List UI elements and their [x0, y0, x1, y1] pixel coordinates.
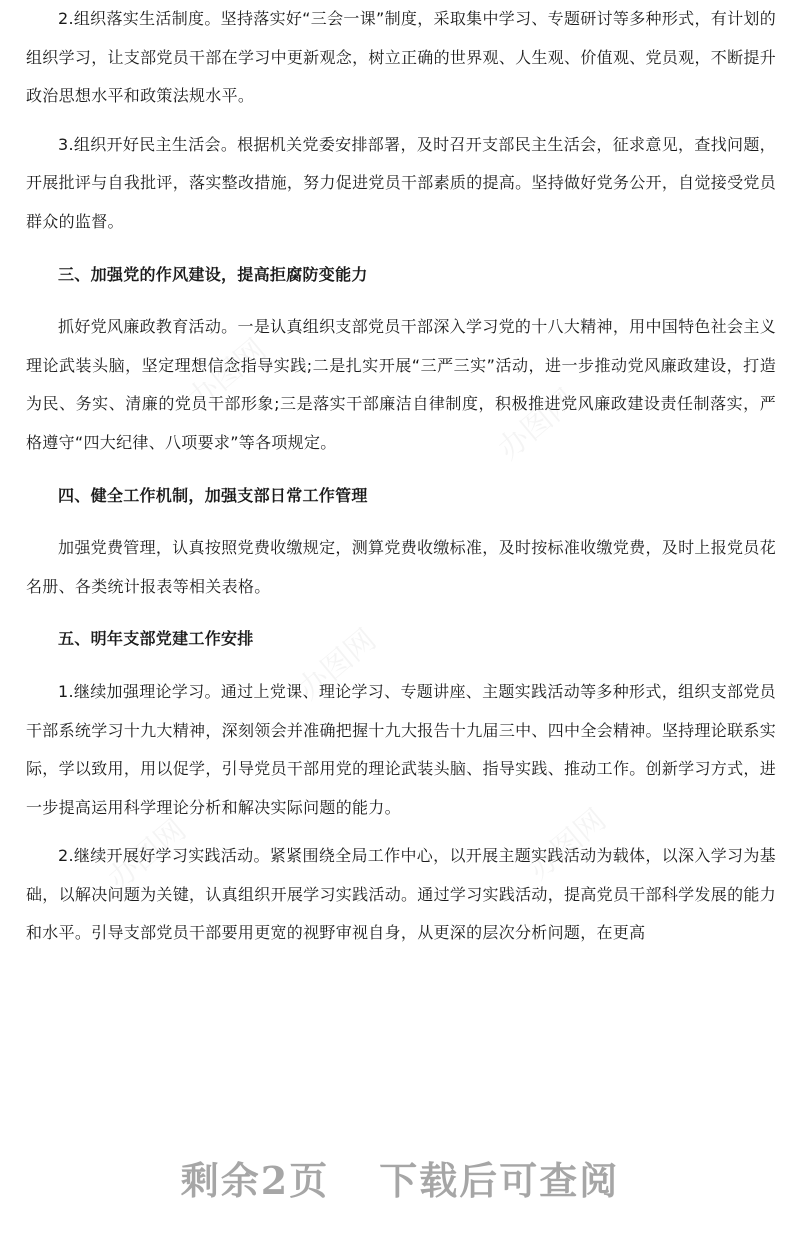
- section-heading-3: 三、加强党的作风建设，提高拒腐防变能力: [58, 264, 368, 284]
- paragraph-1: 2.组织落实生活制度。坚持落实好“三会一课”制度，采取集中学习、专题研讨等多种形式，有计划的组织学习，让支部党员干部在学习中更新观念，树立正确的世界观、人生观、价值观、党员观，不断提升政治思想水平和政策法规水平。: [26, 9, 776, 106]
- download-prompt: [0, 1150, 800, 1205]
- section-heading-5: 五、明年支部党建工作安排: [58, 629, 254, 649]
- document-body: [26, 0, 776, 953]
- paragraph-2: 3.组织开好民主生活会。根据机关党委安排部署，及时召开支部民主生活会，征求意见，查找问题，开展批评与自我批评，落实整改措施，努力促进党员干部素质的提高。坚持做好党务公开，自觉接受党员群众的监督。: [26, 134, 776, 231]
- remaining-pages-text: 剩余2页: [180, 1158, 330, 1203]
- paragraph-6: 2.继续开展好学习实践活动。紧紧围绕全局工作中心，以开展主题实践活动为载体，以深入学习为基础，以解决问题为关键，认真组织开展学习实践活动。通过学习实践活动，提高党员干部科学发展的能力和水平。引导支部党员干部要用更宽的视野审视自身，从更深的层次分析问题，在更高: [26, 846, 776, 943]
- paragraph-5: 1.继续加强理论学习。通过上党课、理论学习、专题讲座、主题实践活动等多种形式，组织支部党员干部系统学习十九大精神，深刻领会并准确把握十九大报告十九届三中、四中全会精神。坚持理论联系实际，学以致用，用以促学，引导党员干部用党的理论武装头脑、指导实践、推动工作。创新学习方式，进一步提高运用科学理论分析和解决实际问题的能力。: [26, 681, 776, 817]
- paragraph-4: 加强党费管理，认真按照党费收缴规定，测算党费收缴标准，及时按标准收缴党费，及时上报党员花名册、各类统计报表等相关表格。: [26, 538, 776, 596]
- download-to-view-text: 下载后可查阅: [379, 1158, 620, 1203]
- section-heading-4: 四、健全工作机制，加强支部日常工作管理: [58, 485, 368, 505]
- paragraph-3: 抓好党风廉政教育活动。一是认真组织支部党员干部深入学习党的十八大精神，用中国特色社会主义理论武装头脑，坚定理想信念指导实践;二是扎实开展“三严三实”活动，进一步推动党风廉政建设，打造为民、务实、清廉的党员干部形象;三是落实干部廉洁自律制度，积极推进党风廉政建设责任制落实，严格遵守“四大纪律、八项要求”等各项规定。: [26, 317, 776, 452]
